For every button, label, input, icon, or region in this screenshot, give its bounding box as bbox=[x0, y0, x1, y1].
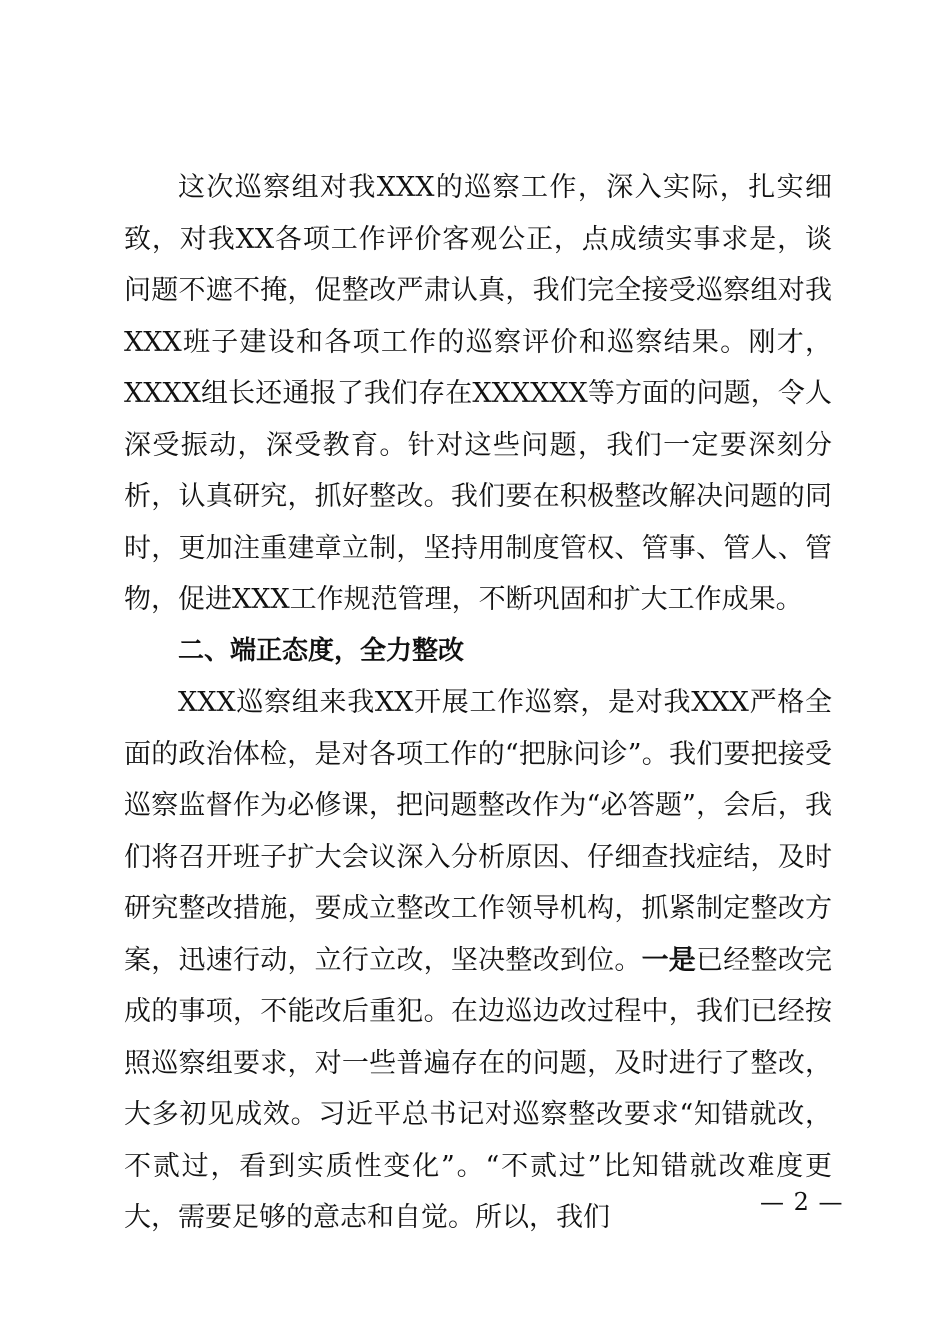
paragraph-2-bold-marker: 一是 bbox=[641, 944, 697, 976]
section-heading-2: 二、端正态度，全力整改 bbox=[178, 635, 465, 666]
page-number: — 2 — bbox=[760, 1188, 844, 1216]
paragraph-2-part-1: XXX巡察组来我XX开展工作巡察，是对我XXX严格全面的政治体检，是对各项工作的“把脉问诊”。我们要把接受巡察监督作为必修课，把问题整改作为“必答题”，会后，我们将召开班子扩大会议深入分析原因、仔细查找症结，及时研究整改措施，要成立整改工作领导机构，抓紧制定整改方案，迅速行动，立行立改，坚决整改到位。 bbox=[124, 687, 832, 976]
document-body bbox=[124, 162, 832, 1244]
paragraph-1: 这次巡察组对我XXX的巡察工作，深入实际，扎实细致，对我XX各项工作评价客观公正，点成绩实事求是，谈问题不遮不掩，促整改严肃认真，我们完全接受巡察组对我XXX班子建设和各项工作的巡察评价和巡察结果。刚才，XXXX组长还通报了我们存在XXXXXX等方面的问题，令人深受振动，深受教育。针对这些问题，我们一定要深刻分析，认真研究，抓好整改。我们要在积极整改解决问题的同时，更加注重建章立制，坚持用制度管权、管事、管人、管物，促进XXX工作规范管理，不断巩固和扩大工作成果。 bbox=[124, 172, 832, 615]
paragraph-2 bbox=[124, 677, 832, 1244]
paragraph-2-part-2: 已经整改完成的事项，不能改后重犯。在边巡边改过程中，我们已经按照巡察组要求，对一些普遍存在的问题，及时进行了整改，大多初见成效。习近平总书记对巡察整改要求“知错就改，不贰过，看到实质性变化”。“不贰过”比知错就改难度更大，需要足够的意志和自觉。所以，我们 bbox=[124, 944, 833, 1233]
